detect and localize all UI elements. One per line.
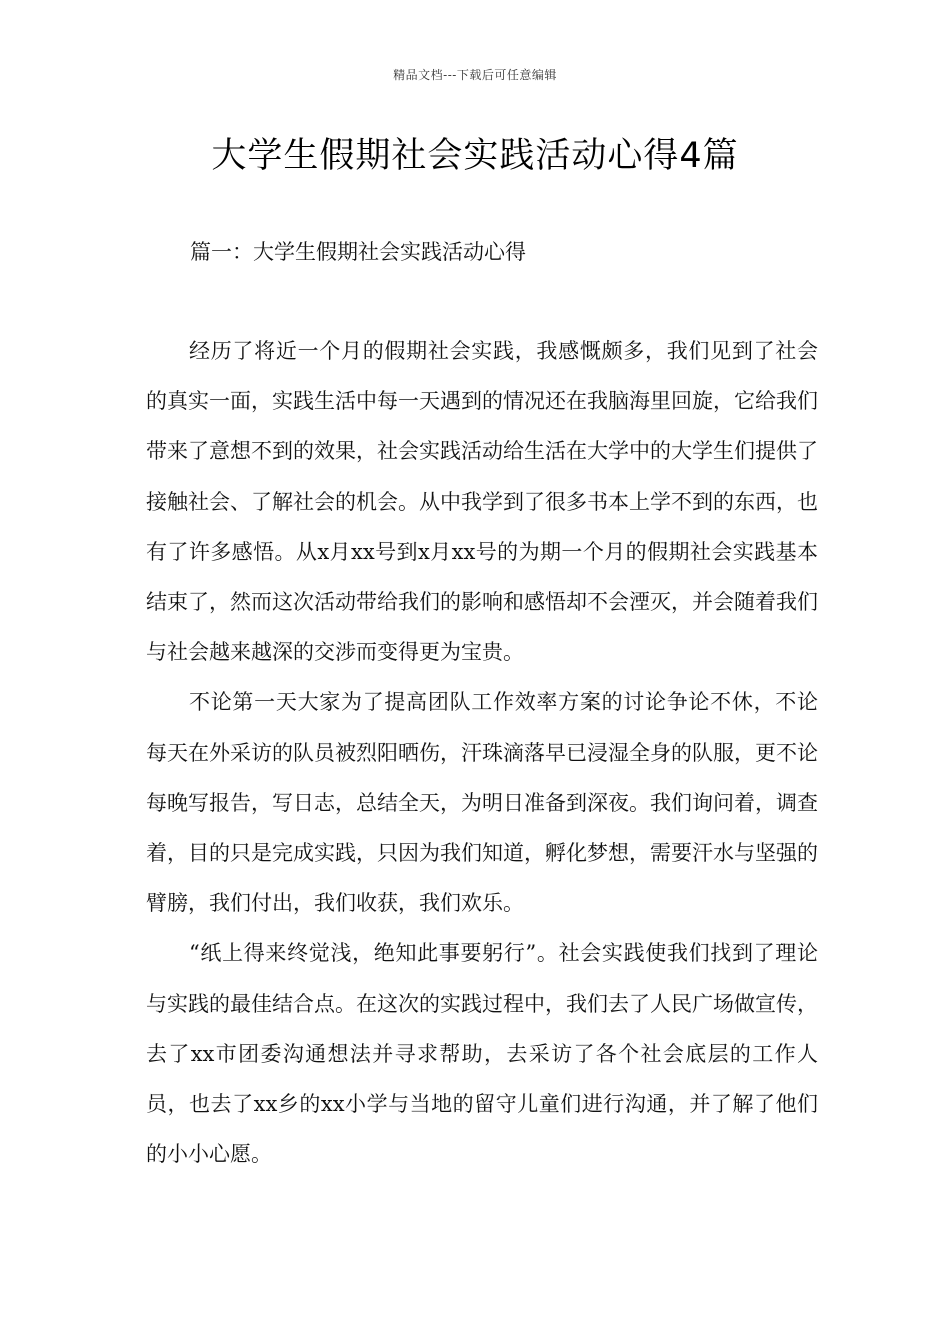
section-heading: 篇一：大学生假期社会实践活动心得 [190, 240, 526, 264]
paragraph-3: “纸上得来终觉浅，绝知此事要躬行”。社会实践使我们找到了理论与实践的最佳结合点。在这次的实践过程中，我们去了人民广场做宣传，去了xx市团委沟通想法并寻求帮助，去采访了各个社会底层的工作人员，也去了xx乡的xx小学与当地的留守儿童们进行沟通，并了解了他们的小小心愿。 [146, 941, 818, 1167]
paragraph-2: 不论第一天大家为了提高团队工作效率方案的讨论争论不休，不论每天在外采访的队员被烈阳晒伤，汗珠滴落早已浸湿全身的队服，更不论每晚写报告，写日志，总结全天，为明日准备到深夜。我们询问着，调查着，目的只是完成实践，只因为我们知道，孵化梦想，需要汗水与坚强的臂膀，我们付出，我们收获，我们欢乐。 [146, 690, 818, 916]
header-note: 精品文档---下载后可任意编辑 [393, 68, 557, 82]
paragraph-1: 经历了将近一个月的假期社会实践，我感慨颇多，我们见到了社会的真实一面，实践生活中每一天遇到的情况还在我脑海里回旋，它给我们带来了意想不到的效果，社会实践活动给生活在大学中的大学生们提供了接触社会、了解社会的机会。从中我学到了很多书本上学不到的东西，也有了许多感悟。从x月xx号到x月xx号的为期一个月的假期社会实践基本结束了，然而这次活动带给我们的影响和感悟却不会湮灭，并会随着我们与社会越来越深的交涉而变得更为宝贵。 [146, 339, 818, 665]
body-text [146, 326, 818, 1179]
document-title: 大学生假期社会实践活动心得4篇 [211, 136, 739, 176]
